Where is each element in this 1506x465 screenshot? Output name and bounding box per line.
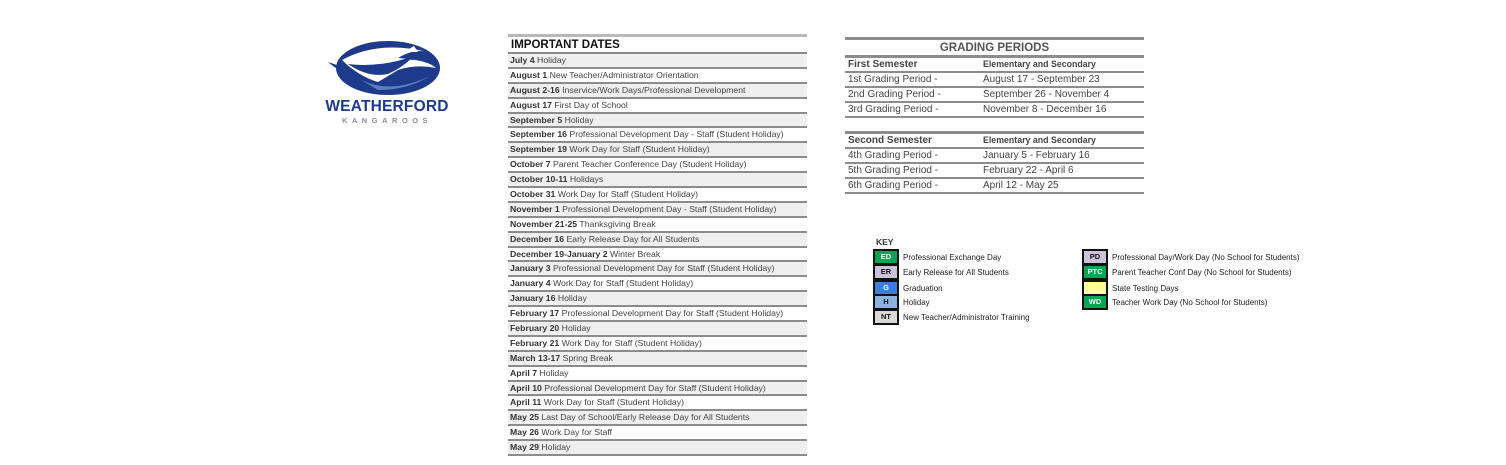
date-row <box>508 380 807 395</box>
event-label: First Day of School <box>552 99 628 110</box>
event-label: Holiday <box>555 293 587 304</box>
grading-period-label: 5th Grading Period - <box>848 165 939 176</box>
date-label: September 19 <box>510 144 567 155</box>
date-row <box>508 320 807 335</box>
event-label: Parent Teacher Conference Day (Student Holiday) <box>550 159 747 170</box>
semester-header <box>845 55 1144 71</box>
date-label: April 10 <box>510 382 542 393</box>
grading-period-label: 4th Grading Period - <box>848 150 939 161</box>
event-label: Holidays <box>567 174 604 185</box>
event-label: Last Day of School/Early Release Day for All Students <box>538 412 750 423</box>
date-label: May 25 <box>510 412 539 423</box>
key-swatch: H <box>873 294 899 310</box>
date-label: January 4 <box>510 278 551 289</box>
date-label: October 7 <box>510 159 551 170</box>
event-label: Work Day for Staff (Student Holiday) <box>541 397 684 408</box>
event-label: Professional Development Day - Staff (Student Holiday) <box>566 129 784 140</box>
date-row <box>508 216 807 231</box>
grading-period-label: 6th Grading Period - <box>848 180 939 191</box>
date-label: September 16 <box>510 129 567 140</box>
key-description: Professional Exchange Day <box>903 252 1002 262</box>
grading-periods-table <box>845 37 1144 194</box>
grading-period-row <box>845 101 1144 116</box>
key-label: KEY <box>876 237 894 247</box>
date-row <box>508 97 807 112</box>
grading-periods-title: GRADING PERIODS <box>845 37 1144 55</box>
grading-period-range: September 26 - November 4 <box>983 89 1110 100</box>
date-label: November 1 <box>510 203 560 214</box>
important-dates-rows <box>508 52 807 454</box>
date-label: April 11 <box>510 397 542 408</box>
table-divider <box>508 454 807 456</box>
semester-spacer <box>845 118 1144 131</box>
event-label: Work Day for Staff (Student Holiday) <box>550 278 694 289</box>
date-label: April 7 <box>510 367 538 378</box>
event-label: Work Day for Staff (Student Holiday) <box>566 144 710 155</box>
important-dates-title: IMPORTANT DATES <box>508 34 807 52</box>
date-label: January 16 <box>510 293 556 304</box>
date-row <box>508 171 807 186</box>
date-row <box>508 126 807 141</box>
event-label: Inservice/Work Days/Professional Development <box>559 84 746 95</box>
date-row <box>508 424 807 439</box>
key-description: Early Release for All Students <box>903 267 1009 277</box>
grading-period-row <box>845 162 1144 177</box>
grading-period-label: 1st Grading Period - <box>848 74 938 85</box>
important-dates-table <box>508 34 807 456</box>
date-label: July 4 <box>510 55 535 65</box>
key-item <box>873 281 943 295</box>
table-divider <box>845 192 1144 194</box>
semester-column-label: Elementary and Secondary <box>983 59 1096 69</box>
key-item <box>873 295 930 309</box>
date-row <box>508 305 807 320</box>
grading-period-row <box>845 71 1144 86</box>
school-logo <box>318 38 456 130</box>
key-description: State Testing Days <box>1112 283 1179 293</box>
date-row <box>508 231 807 246</box>
key-swatch: ER <box>873 264 899 280</box>
date-row <box>508 246 807 261</box>
event-label: Professional Development Day - Staff (Student Holiday) <box>559 203 777 214</box>
key-description: Parent Teacher Conf Day (No School for Students) <box>1112 267 1292 277</box>
date-label: May 26 <box>510 427 539 438</box>
date-label: February 21 <box>510 337 560 348</box>
date-row <box>508 275 807 290</box>
date-label: August 1 <box>510 69 548 80</box>
grading-period-range: February 22 - April 6 <box>983 165 1074 176</box>
key-swatch: PD <box>1082 249 1108 265</box>
semester-name: Second Semester <box>848 135 932 146</box>
key-item <box>1082 265 1292 279</box>
event-label: Holiday <box>537 367 569 378</box>
grading-period-label: 2nd Grading Period - <box>848 89 941 100</box>
event-label: Work Day for Staff (Student Holiday) <box>559 337 702 348</box>
grading-period-range: April 12 - May 25 <box>983 180 1059 191</box>
key-item <box>1082 281 1179 295</box>
date-row <box>508 52 807 67</box>
school-name: WEATHERFORD <box>325 98 449 115</box>
semester-name: First Semester <box>848 59 918 70</box>
date-row <box>508 112 807 127</box>
date-row <box>508 260 807 275</box>
key-item <box>873 310 1030 324</box>
date-label: December 19-January 2 <box>510 248 608 259</box>
date-label: January 3 <box>510 263 551 274</box>
date-row <box>508 156 807 171</box>
date-label: February 20 <box>510 323 560 334</box>
key-swatch: WD <box>1082 294 1108 310</box>
key-swatch: PTC <box>1082 264 1108 280</box>
date-row <box>508 409 807 424</box>
key-description: Holiday <box>903 297 930 307</box>
calendar-key <box>870 235 1320 335</box>
date-row <box>508 290 807 305</box>
key-item <box>873 265 1009 279</box>
semester-column-label: Elementary and Secondary <box>983 135 1096 145</box>
date-row <box>508 67 807 82</box>
grading-periods-body <box>845 55 1144 194</box>
grading-period-row <box>845 86 1144 101</box>
event-label: Winter Break <box>607 248 661 259</box>
event-label: Early Release Day for All Students <box>564 233 700 244</box>
event-label: Holiday <box>562 114 594 125</box>
key-description: New Teacher/Administrator Training <box>903 312 1030 322</box>
date-row <box>508 186 807 201</box>
date-label: August 17 <box>510 99 552 110</box>
event-label: Thanksgiving Break <box>577 218 656 229</box>
date-row <box>508 439 807 454</box>
key-swatch: ED <box>873 249 899 265</box>
school-mascot: KANGAROOS <box>341 116 433 125</box>
event-label: Professional Development Day for Staff (Student Holiday) <box>541 382 766 393</box>
key-item <box>1082 295 1267 309</box>
event-label: Holiday <box>559 323 591 334</box>
key-item <box>1082 250 1299 264</box>
event-label: Holiday <box>534 55 567 65</box>
date-row <box>508 350 807 365</box>
date-label: October 10-11 <box>510 174 568 185</box>
kangaroo-icon <box>318 38 456 100</box>
grading-period-range: January 5 - February 16 <box>983 150 1090 161</box>
event-label: Holiday <box>538 442 571 453</box>
event-label: Work Day for Staff (Student Holiday) <box>555 189 698 200</box>
event-label: Work Day for Staff <box>538 427 613 438</box>
grading-period-range: November 8 - December 16 <box>983 104 1107 115</box>
event-label: New Teacher/Administrator Orientation <box>547 69 699 80</box>
key-description: Teacher Work Day (No School for Students) <box>1112 297 1268 307</box>
date-label: February 17 <box>510 308 560 319</box>
key-swatch: NT <box>873 309 899 325</box>
date-row <box>508 82 807 97</box>
key-item <box>873 250 1001 264</box>
event-label: Professional Development Day for Staff (Student Holiday) <box>550 263 775 274</box>
date-label: September 5 <box>510 114 563 125</box>
date-row <box>508 141 807 156</box>
grading-period-label: 3rd Grading Period - <box>848 104 939 115</box>
grading-period-range: August 17 - September 23 <box>983 74 1100 85</box>
date-label: October 31 <box>510 189 556 200</box>
grading-period-row <box>845 147 1144 162</box>
date-label: March 13-17 <box>510 352 561 363</box>
date-row <box>508 365 807 380</box>
key-swatch: G <box>873 280 899 296</box>
date-row <box>508 335 807 350</box>
date-label: December 16 <box>510 233 565 244</box>
semester-header <box>845 131 1144 147</box>
event-label: Professional Development Day for Staff (Student Holiday) <box>559 308 784 319</box>
key-description: Professional Day/Work Day (No School for Students) <box>1112 252 1300 262</box>
key-description: Graduation <box>903 283 943 293</box>
date-row <box>508 394 807 409</box>
date-row <box>508 201 807 216</box>
date-label: May 29 <box>510 442 539 453</box>
grading-period-row <box>845 177 1144 192</box>
date-label: November 21-25 <box>510 218 578 229</box>
date-label: August 2-16 <box>510 84 560 95</box>
event-label: Spring Break <box>560 352 613 363</box>
